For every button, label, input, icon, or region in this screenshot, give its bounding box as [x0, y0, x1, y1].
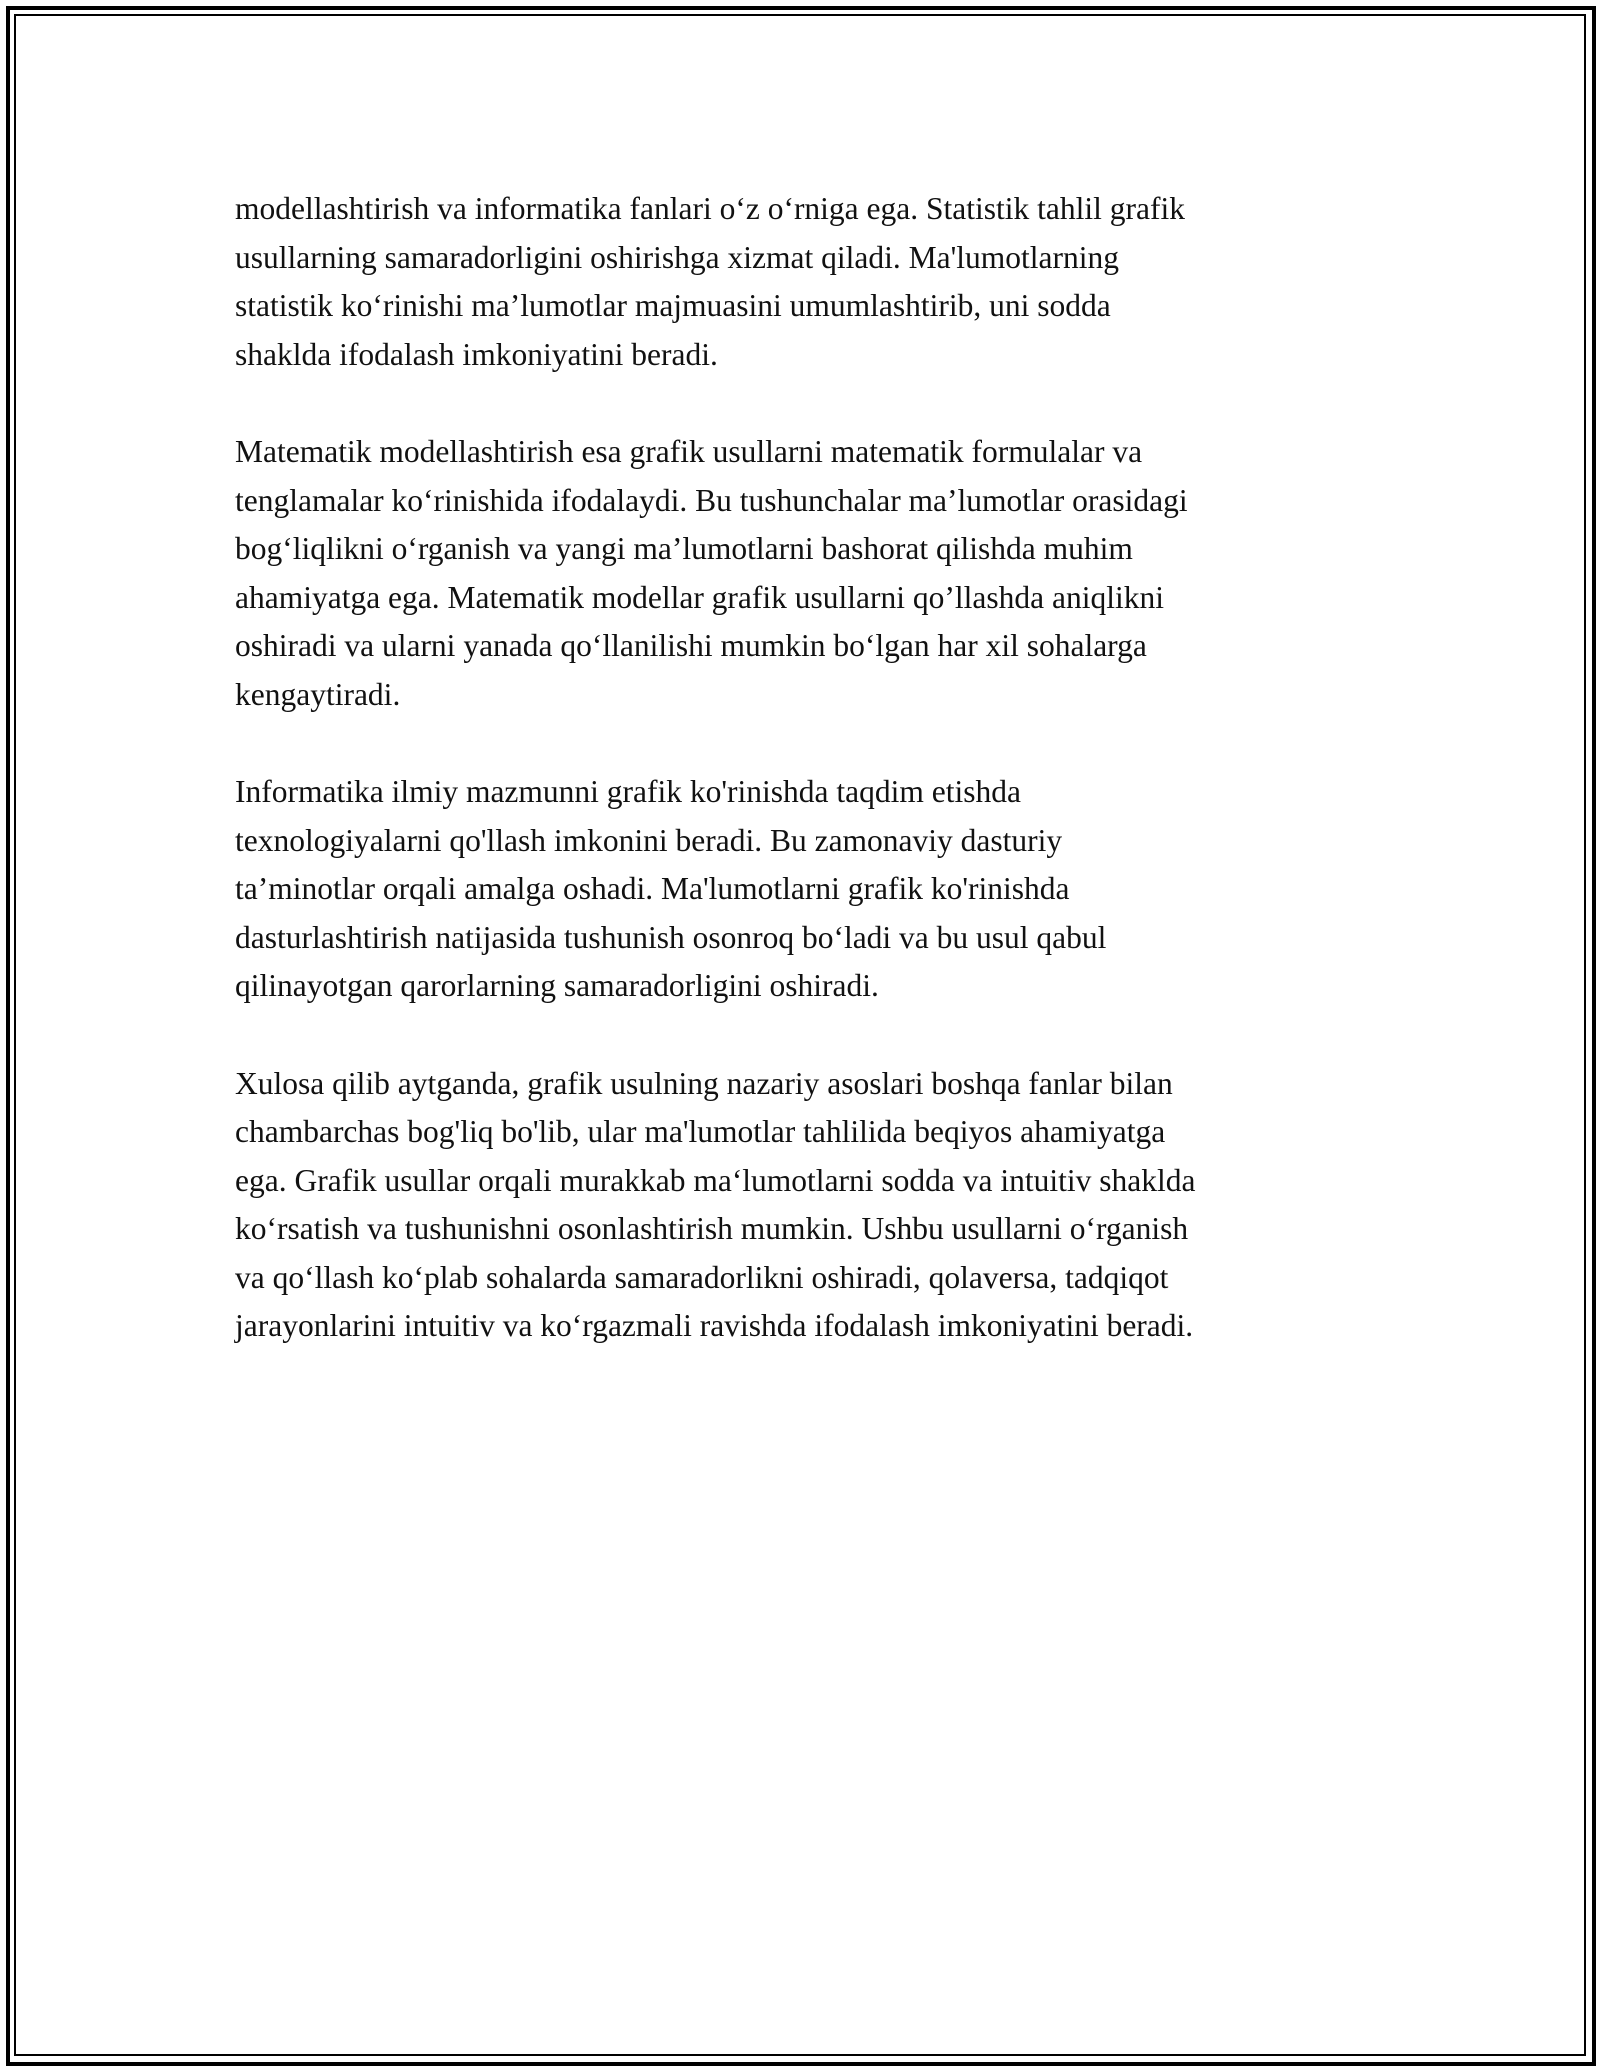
text-line: chambarchas bog'liq bo'lib, ular ma'lumotlar tahlilida beqiyos ahamiyatga [235, 1114, 1166, 1149]
text-line: ahamiyatga ega. Matematik modellar grafik usullarni qo’llashda aniqlikni [235, 579, 1164, 615]
text-line: Informatika ilmiy mazmunni grafik ko'rinishda taqdim etishda [235, 774, 1021, 809]
text-line: statistik ko‘rinishi ma’lumotlar majmuasini umumlashtirib, uni sodda [235, 288, 1111, 323]
text-line: ko‘rsatish va tushunishni osonlashtirish mumkin. Ushbu usullarni o‘rganish [235, 1211, 1189, 1246]
text-line: bog‘liqlikni o‘rganish va yangi ma’lumotlarni bashorat qilishda muhim [235, 531, 1133, 566]
text-line: jarayonlarini intuitiv va ko‘rgazmali ravishda ifodalash imkoniyatini beradi. [235, 1308, 1194, 1343]
text-line: dasturlashtirish natijasida tushunish osonroq bo‘ladi va bu usul qabul [235, 919, 1107, 955]
text-line: Matematik modellashtirish esa grafik usullarni matematik formulalar va [235, 434, 1143, 469]
text-line: shaklda ifodalash imkoniyatini beradi. [235, 336, 718, 372]
text-line: ega. Grafik usullar orqali murakkab ma‘lumotlarni sodda va intuitiv shaklda [235, 1162, 1196, 1198]
text-line: va qo‘llash ko‘plab sohalarda samaradorlikni oshiradi, qolaversa, tadqiqot [235, 1259, 1169, 1295]
text-line: oshiradi va ularni yanada qo‘llanilishi mumkin bo‘lgan har xil sohalarga [235, 628, 1147, 663]
text-line: kengaytiradi. [235, 676, 401, 712]
text-line: texnologiyalarni qo'llash imkonini beradi. Bu zamonaviy dasturiy [235, 822, 1063, 858]
text-line: Xulosa qilib aytganda, grafik usulning nazariy asoslari boshqa fanlar bilan [235, 1065, 1173, 1101]
document-body [235, 185, 1375, 1400]
text-line: usullarning samaradorligini oshirishga xizmat qiladi. Ma'lumotlarning [235, 239, 1120, 275]
paragraph-informatics [235, 768, 1375, 1011]
text-line: modellashtirish va informatika fanlari o‘z o‘rniga ega. Statistik tahlil grafik [235, 191, 1185, 226]
text-line: tenglamalar ko‘rinishida ifodalaydi. Bu tushunchalar ma’lumotlar orasidagi [235, 482, 1188, 518]
paragraph-conclusion [235, 1060, 1375, 1351]
text-line: qilinayotgan qarorlarning samaradorligini oshiradi. [235, 968, 879, 1003]
paragraph-statistics [235, 185, 1375, 379]
text-line: ta’minotlar orqali amalga oshadi. Ma'lumotlarni grafik ko'rinishda [235, 871, 1070, 906]
paragraph-mathematical-modeling [235, 428, 1375, 719]
